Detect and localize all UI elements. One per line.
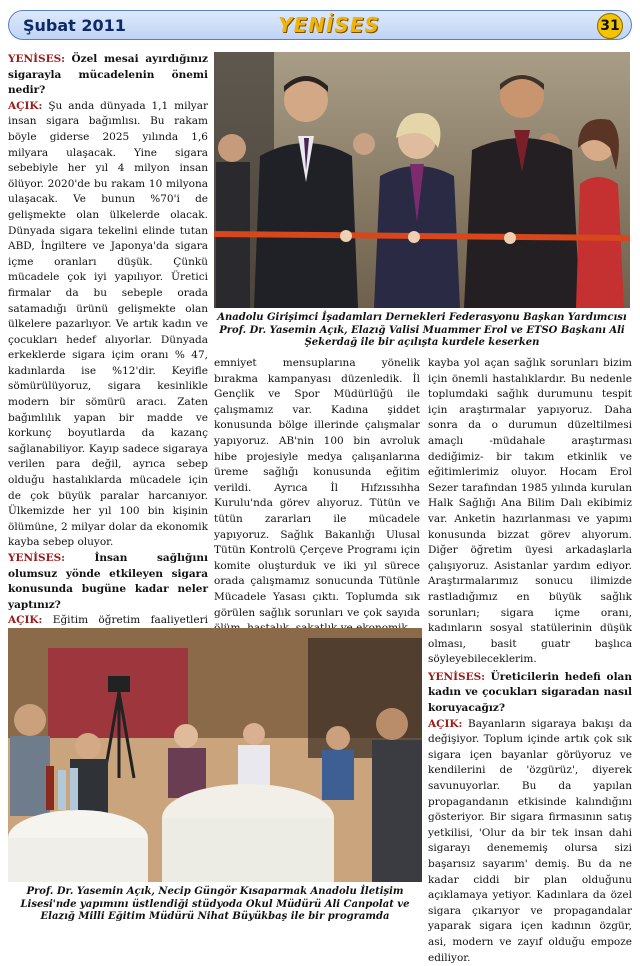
answer-2: AÇIK: Eğitim öğretim faaliyetleri: [8, 614, 209, 627]
page-header: [8, 10, 632, 40]
page-number-badge: 31: [597, 13, 623, 39]
article-column-2: [214, 356, 420, 618]
ribbon-cutting-photo: [214, 52, 630, 308]
question-2: YENİSES: İnsan sağlığını olumsuz yönde etkileyen sigara konusunda bugüne kadar neler yaptınız?: [8, 552, 208, 611]
question-3: YENİSES: Üreticilerin hedefi olan kadın ve çocukları sigaradan nasıl koruyacağız?: [428, 670, 632, 715]
article-column-3: [428, 356, 632, 964]
bottom-photo-caption: Prof. Dr. Yasemin Açık, Necip Güngör Kısaparmak Anadolu İletişim Lisesi'nde yapımını üstlendiği stüdyoda Okul Müdürü Ali Canpolat ve Elazığ Milli Eğitim Müdürü Nihat Büyükbaş ile bir programda: [20, 886, 410, 922]
studio-program-photo: [8, 628, 422, 882]
answer-1: AÇIK: Şu anda dünyada 1,1 milyar insan sigara bağımlısı. Bu rakam böyle giderse 2025 yılında 1,6 milyara ulaşacak. Yine sigara sebebiyle her yıl 4 milyon insan ölüyor. 2020'de bu rakam 10 milyona ulaşacak. Ve bunun %70'i de gelişmekte olan ülkelerde olacak. Dünyada sigara tekelini elinde tutan ABD, İngiltere ve Japonya'da sigara içme oranları düşük. Çünkü mücadele çok iyi yapılıyor. Üretici firmalar da bu sebeple orada satamadığı ürünü gelişmekte olan ülkelere pazarlıyor. Ve artık kadın ve çocukları hedef alıyorlar. Dünyada erkeklerde sigara içim oranı % 47, kadınlarda ise %12'dir. Keyifle sömürülüyoruz, sigara kesinlikle modern bir sömürü aracı. Zaten bağımlılık yapan bir madde ve korkunç boyutlarda da kazanç sağlanabiliyor. Kayıp sadece sigaraya verilen para değil, ayrıca sebep olduğu hastalıklarda mücadele için de çok büyük paralar harcanıyor. Ülkemizde her yıl 100 bin kişinin ölümüne, 2 milyar dolar da ekonomik kayba sebep oluyor.: [8, 99, 209, 549]
answer-3: AÇIK: Bayanların sigaraya bakışı da değişiyor. Toplum içinde artık çok sık sigara içen bayanlar görüyoruz ve kendilerini de 'özgürüz', diyerek savunuyorlar. Bu da yapılan propagandanın etkisinde kalındığını gösteriyor. Bir sigara firmasının satış yetkilisi, 'Olur da bir tek insan dahi sigarayı denememiş olursa sizi başarısız sayarım' demiş. Bu da ne kadar ciddi bir plan olduğunu açıklamaya yetiyor. Kadınlara da özel sigara çıkarıyor ve propagandalar yaparak sigara içen kadının özgür, asi, modern ve zayıf olduğu empoze ediliyor.: [428, 717, 632, 964]
studio-illustration: [8, 628, 422, 882]
article-column-1: [8, 52, 209, 627]
column-2-text: emniyet mensuplarına yönelik bırakma kampanyası düzenledik. İl Gençlik ve Spor Müdürlüğü ile çalışmamız var. Kadına şiddet konusunda bölge illerinde çalışmalar yapıyoruz. AB'nin 100 bin avroluk hibe projesiyle medya çalışanlarına üreme sağlığı konusunda eğitim verildi. Ayrıca İl Hıfzıssıhha Kurulu'nda görev alıyoruz. Tütün ve tütün zararları ile mücadele yapıyoruz. Sağlık Bakanlığı Ulusal Tütün Kontrolü Çerçeve Programı için komite oluşturduk ve iki yıl sürece orada çalışmamız sonucunda Tütünle Mücadele Yasası çıktı. Toplumda sık görülen sağlık sorunları ve çok sayıda: [214, 357, 420, 619]
column-3-text: kayba yol açan sağlık sorunları bizim için önemli hastalıklardır. Bu nedenle toplumdaki sağlık durumunu tespit için araştırmalar yapıyoruz. Daha sonra da o durumun düzeltilmesi amaçlı -müdahale araştırması dediğimiz- bir takım etkinlik ve eğitimlerimiz oluyor. Hocam Erol Sezer tarafından 1985 yılında kurulan Halk Sağlığı Ana Bilim Dalı ekibimiz var. Anketin hazırlanması ve yapımı konusunda bizzat görev alıyorum. Diğer öğretim üyesi arkadaşlarla çalışıyoruz. Asistanlar yardım ediyor. Araştırmalarımız sonucu ilimizde rastladığımız en büyük sağlık sorunları; sigara içme oranı, kadınların sosyal statülerinin düşük olması, basit guatr başlıca söyleyebileceklerim.: [428, 357, 632, 666]
magazine-logo: YENİSES: [278, 13, 380, 37]
issue-date: Şubat 2011: [23, 16, 126, 35]
ribbon-cutting-illustration: [214, 52, 630, 308]
question-1: YENİSES: Özel mesai ayırdığınız sigarayla mücadelenin önemi nedir?: [8, 53, 208, 97]
top-photo-caption: Anadolu Girişimci İşadamları Dernekleri Federasyonu Başkan Yardımcısı Prof. Dr. Yasemin Açık, Elazığ Valisi Muammer Erol ve ETSO Başkanı Ali Şekerdağ ile bir açılışta kurdele keserken: [217, 312, 627, 348]
